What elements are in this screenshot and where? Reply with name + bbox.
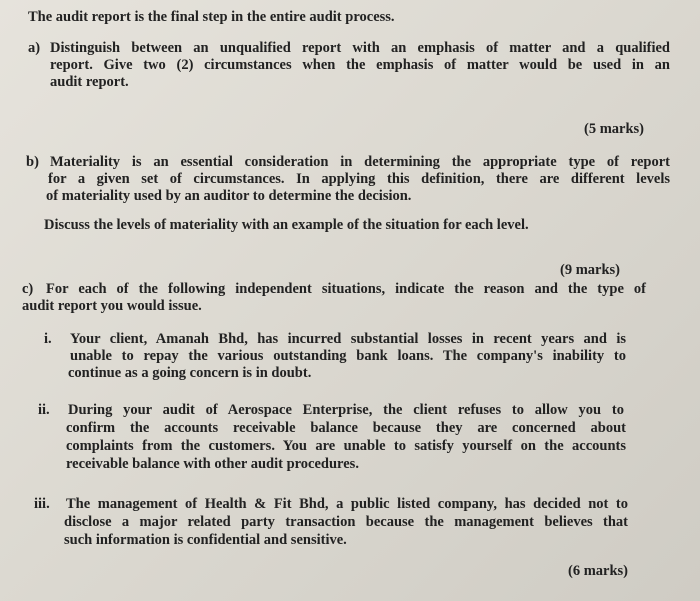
item-iii-line-1: The management of Health & Fit Bhd, a public listed company, has decided not to [66, 496, 628, 512]
item-ii-line-4: receivable balance with other audit procedures. [66, 456, 359, 472]
item-i-line-2: unable to repay the various outstanding bank loans. The company's inability to [70, 348, 626, 364]
part-b-line-3: of materiality used by an auditor to determine the decision. [46, 188, 412, 204]
part-c-line-1: For each of the following independent situations, indicate the reason and the type of [46, 281, 646, 297]
part-a-line-1: Distinguish between an unqualified report with an emphasis of matter and a qualified [50, 40, 670, 56]
part-c-line-2: audit report you would issue. [22, 298, 202, 314]
part-c-marks: (6 marks) [567, 563, 628, 579]
item-i-numeral: i. [44, 331, 52, 347]
item-iii-line-2: disclose a major related party transaction because the management believes that [64, 514, 628, 530]
item-iii-numeral: iii. [34, 496, 50, 512]
intro-text: The audit report is the final step in the entire audit process. [28, 9, 395, 25]
part-a-marks: (5 marks) [583, 121, 644, 137]
item-ii-line-2: confirm the accounts receivable balance because they are concerned about [66, 420, 626, 436]
part-a-line-2: report. Give two (2) circumstances when the emphasis of matter would be used in an [50, 57, 670, 73]
item-i-line-1: Your client, Amanah Bhd, has incurred substantial losses in recent years and is [70, 331, 626, 347]
part-b-marker: b) [26, 154, 39, 170]
item-ii-line-3: complaints from the customers. You are unable to satisfy yourself on the accounts [66, 438, 626, 454]
item-iii-line-3: such information is confidential and sensitive. [64, 532, 347, 548]
item-i-line-3: continue as a going concern is in doubt. [68, 365, 312, 381]
part-c-marker: c) [22, 281, 34, 297]
part-b-discuss: Discuss the levels of materiality with an example of the situation for each level. [44, 217, 529, 233]
part-a-line-3: audit report. [50, 74, 129, 90]
part-a-marker: a) [28, 40, 41, 56]
part-b-line-2: for a given set of circumstances. In applying this definition, there are different levels [48, 171, 670, 187]
part-b-marks: (9 marks) [559, 262, 620, 278]
item-ii-numeral: ii. [38, 402, 50, 418]
item-ii-line-1: During your audit of Aerospace Enterprise, the client refuses to allow you to [68, 402, 624, 418]
part-b-line-1: Materiality is an essential consideration in determining the appropriate type of report [50, 154, 670, 170]
